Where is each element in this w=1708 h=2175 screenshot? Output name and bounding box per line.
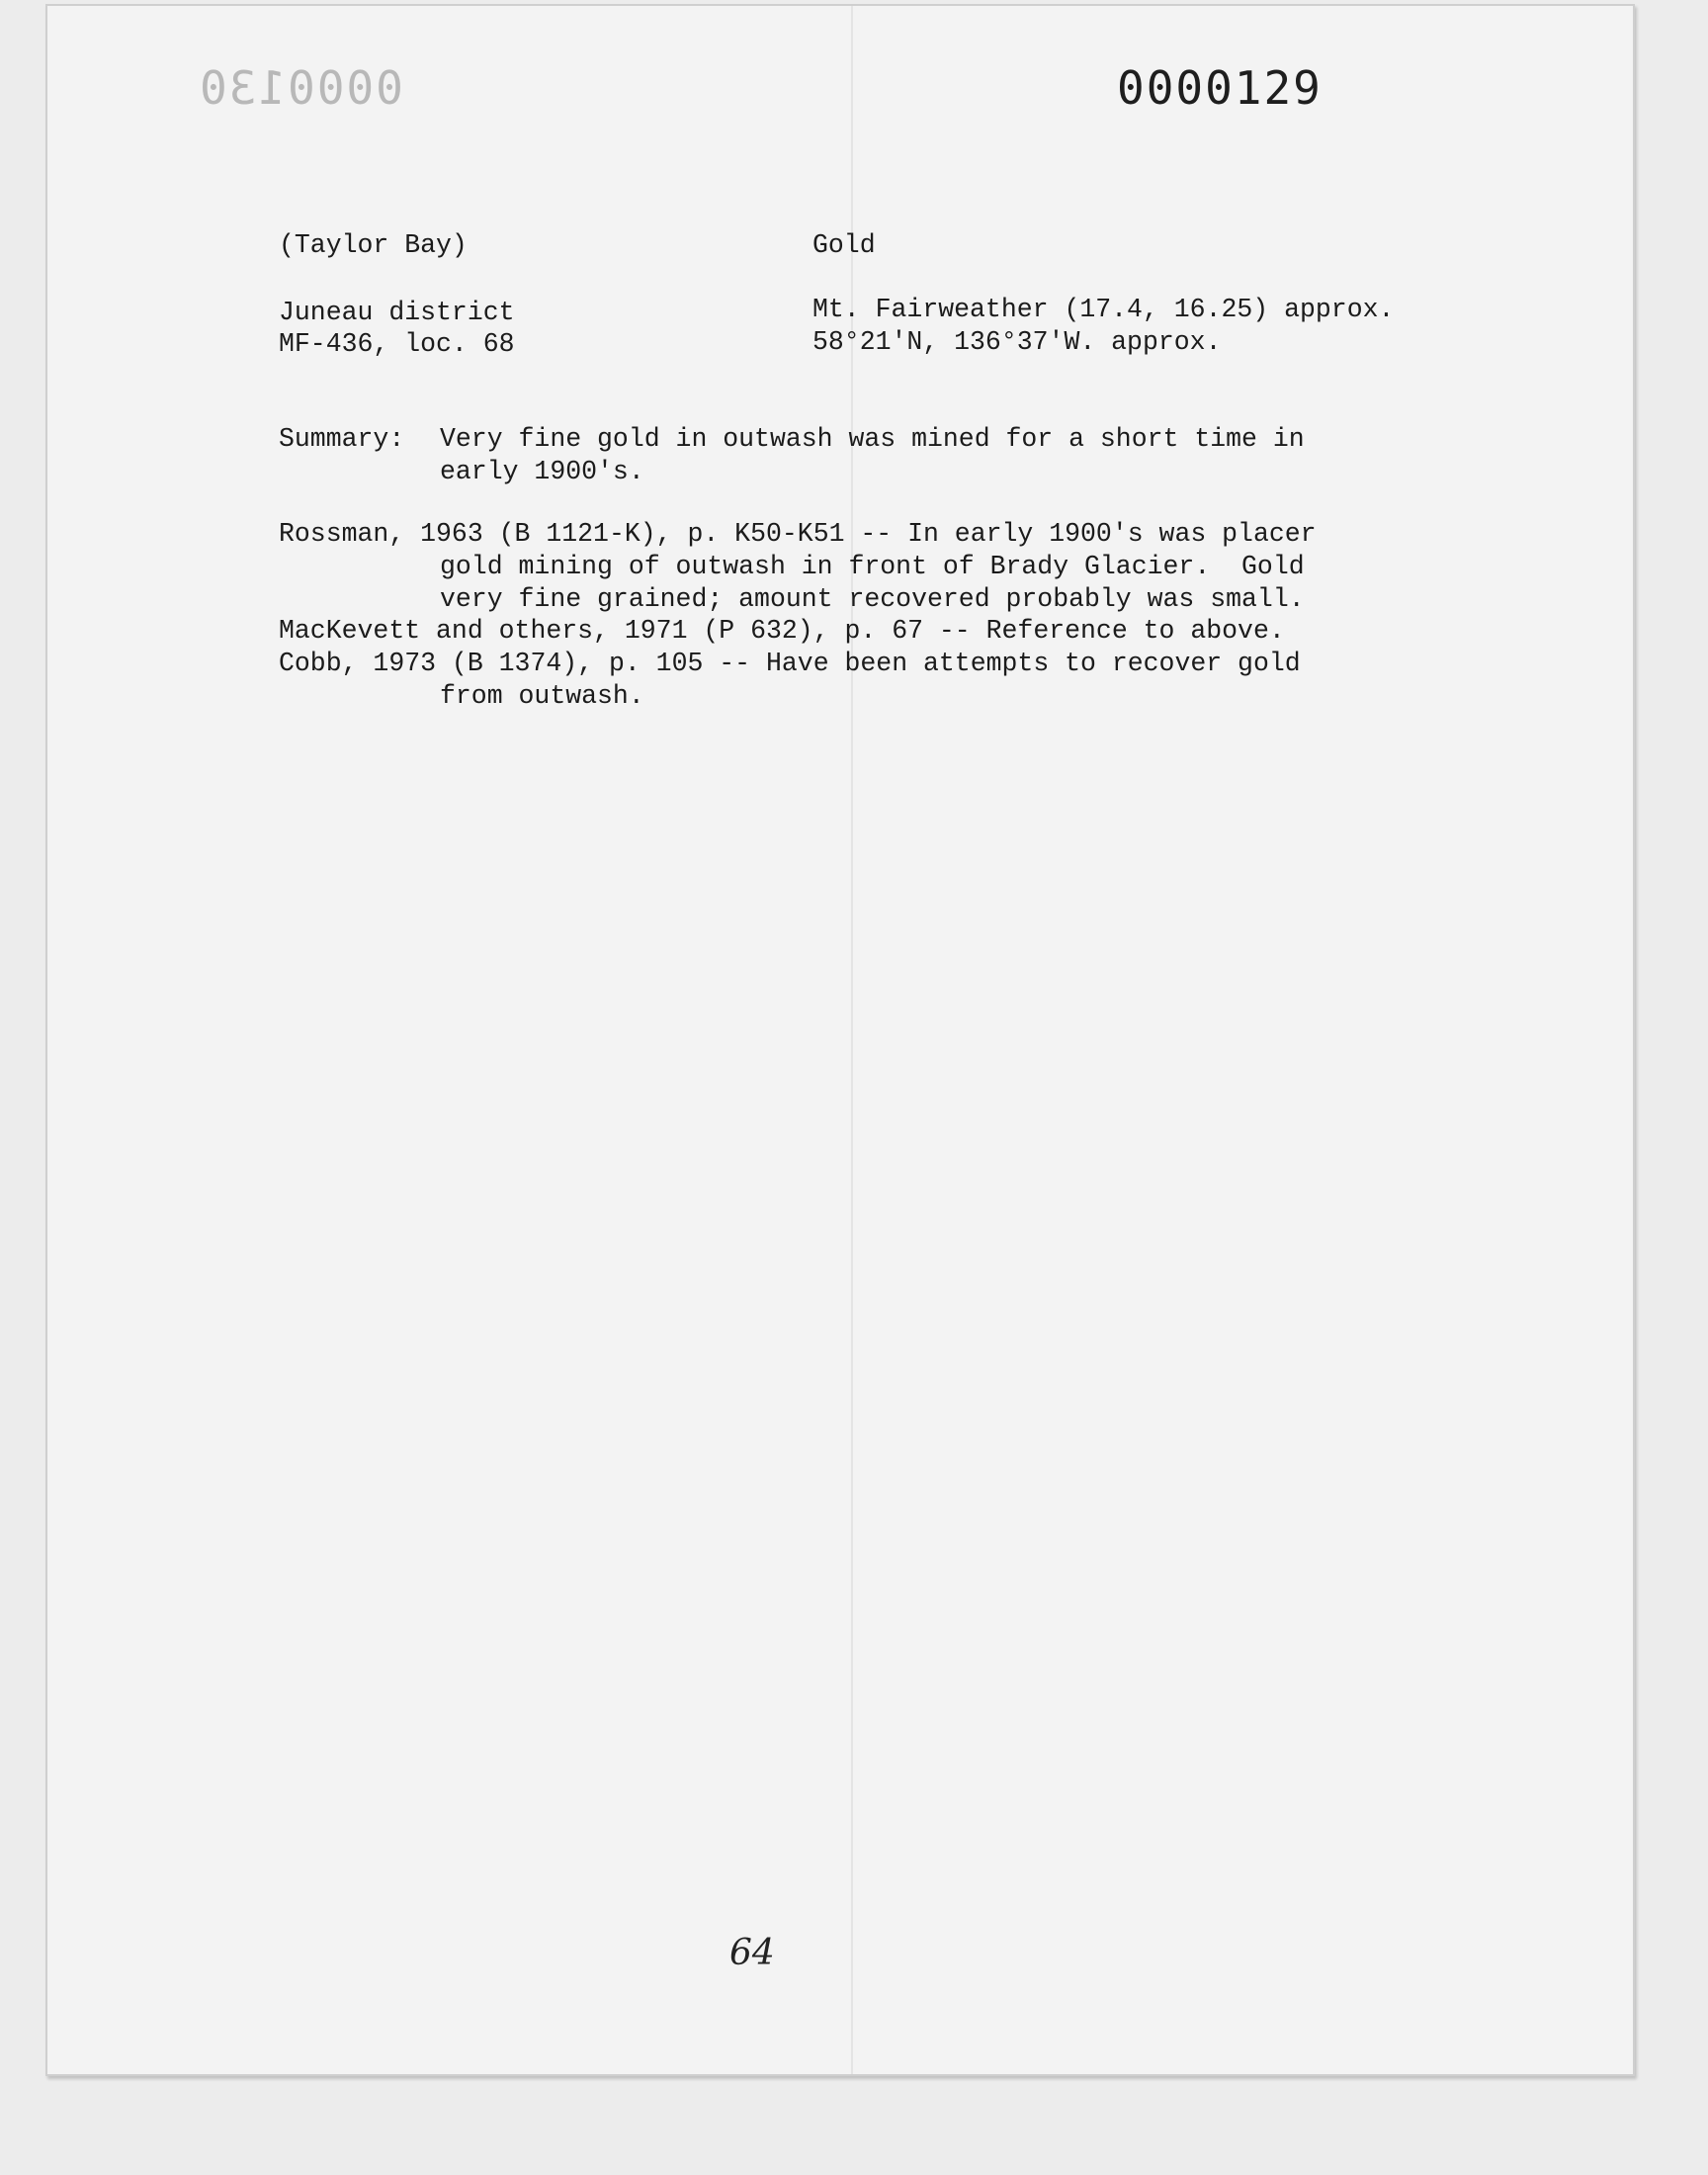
reference-line: MacKevett and others, 1971 (P 632), p. 67 -- Reference to above.	[279, 616, 1285, 646]
summary-line: Very fine gold in outwash was mined for a short time in	[440, 424, 1305, 454]
quadrangle: Mt. Fairweather (17.4, 16.25) approx.	[812, 295, 1395, 324]
handwritten-page-number: 64	[729, 1933, 775, 1973]
summary-label: Summary:	[279, 424, 405, 454]
map-reference: MF-436, loc. 68	[279, 329, 515, 359]
reference-line: from outwash.	[440, 681, 644, 711]
bleed-through-stamp: 0000130	[198, 61, 403, 115]
reference-line: gold mining of outwash in front of Brady Glacier. Gold	[440, 552, 1305, 581]
location-name: (Taylor Bay)	[279, 230, 468, 260]
district: Juneau district	[279, 298, 515, 327]
record-number-stamp: 0000129	[1117, 61, 1323, 115]
reference-line: Rossman, 1963 (B 1121-K), p. K50-K51 -- In early 1900's was placer	[279, 519, 1317, 549]
coordinates: 58°21'N, 136°37'W. approx.	[812, 327, 1222, 357]
commodity: Gold	[812, 230, 876, 260]
summary-line: early 1900's.	[440, 457, 644, 486]
reference-line: Cobb, 1973 (B 1374), p. 105 -- Have been attempts to recover gold	[279, 649, 1301, 678]
reference-line: very fine grained; amount recovered probably was small.	[440, 584, 1305, 614]
